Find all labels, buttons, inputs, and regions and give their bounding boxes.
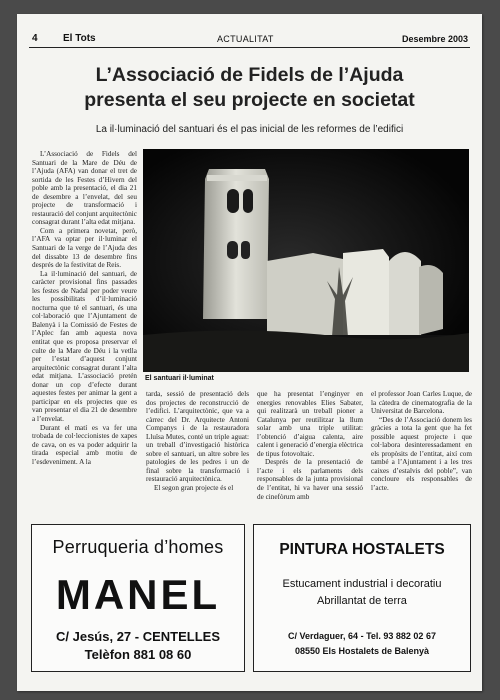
paragraph: que ha presentat l’enginyer en energies renovables Elies Sabater, qui realitzarà un treball pioner a Catalunya per reutilitzar la llum solar amb una triple utilitat: l’obtenció d’aigua calenta, aire calent i generació d’energia elèctrica de tipus fotovoltaic. bbox=[257, 390, 363, 458]
ad-business-name: MANEL bbox=[55, 571, 221, 618]
advertisement-manel bbox=[31, 524, 245, 672]
article-headline bbox=[17, 63, 482, 113]
article-column-3 bbox=[257, 390, 363, 508]
photo-caption: El santuari il·luminat bbox=[145, 375, 214, 382]
publication-name: El Tots bbox=[63, 33, 96, 44]
page-header bbox=[17, 14, 482, 44]
article-column-4 bbox=[371, 390, 472, 508]
paragraph: El segon gran projecte és el bbox=[154, 484, 234, 493]
ad-business-type: Perruqueria d’homes bbox=[52, 537, 224, 557]
newspaper-page bbox=[17, 14, 482, 691]
ad-service-2: Abrillantat de terra bbox=[317, 595, 407, 607]
ad-address: C/ Jesús, 27 - CENTELLES bbox=[56, 629, 220, 644]
ad-phone: Telèfon 881 08 60 bbox=[84, 647, 192, 662]
paragraph: “Des de l’Associació donem les gràcies a tota la gent que ha fet possible aquest projecte i que col·labora desinteressadament en els propòsits de l’entitat, així com també a l’Ajuntament i a les tres caixes d’estalvis del poble”, van concloure els responsables de l’acte. bbox=[371, 415, 472, 493]
ad-city: 08550 Els Hostalets de Balenyà bbox=[294, 646, 430, 656]
paragraph: Com a primera novetat, però, l’AFA va optar per il·luminar el Santuari de la verge de l’Ajuda des del dissabte 13 de desembre fins després de la festivitat de Reis. bbox=[32, 226, 137, 270]
paragraph: Durant el matí es va fer una trobada de col·leccionistes de xapes de cava, on es va poder adquirir la tirada especial amb motiu de l’esdeveniment. A la bbox=[32, 423, 137, 466]
headline-line-1: L’Associació de Fidels de l’Ajuda bbox=[95, 64, 404, 86]
issue-date: Desembre 2003 bbox=[401, 34, 468, 44]
article-column-1 bbox=[32, 150, 137, 506]
section-name: ACTUALITAT bbox=[217, 34, 274, 44]
illuminated-sanctuary-image bbox=[143, 149, 469, 372]
paragraph: Després de la presentació de l’acte i els parlaments dels responsables de la junta provisional de l’entitat, hi va haver una sessió de cinefòrum amb bbox=[257, 458, 363, 501]
paragraph: tarda, sessió de presentació dels dos projectes de reconstrucció de l’edifici. L’arquitectònic, que va a càrrec del Dr. Arquitecte Antoni Companys i de la restauradora Lluïsa Mutes, conté un triple aguat: un treball d’investigació històrica sobre el santuari, un altre sobre les patologies de les pedres i un de final sobre la transformació i restauració arquitectònica. bbox=[146, 390, 249, 484]
ad-address: C/ Verdaguer, 64 - Tel. 93 882 02 67 bbox=[288, 631, 436, 641]
header-rule bbox=[29, 47, 470, 48]
paragraph: La il·luminació del santuari, de caràcter provisional fins passades les festes de Nadal per poder veure les possibilitats d’il·luminació nocturna que té el santuari, és una col·laboració que l’Ajuntament de Balenyà i la Comissió de Festes de l’Aplec fan amb aquesta nova entitat que es proposa preservar el culte de la Mare de Déu i la vetlla per l’estat d’aquest conjunt arquitectònic consagrat durant l’alta edat mitjana. L’associació pretén donar un cop d’efecte durant aquestes festes per animar la gent a participar en els projectes que es van presentar el dia 21 de desembre a l’envelat. bbox=[32, 269, 137, 423]
advertisement-pintura-hostalets bbox=[253, 524, 471, 672]
santuari-photo bbox=[143, 149, 469, 372]
headline-line-2: presenta el seu projecte en societat bbox=[84, 89, 415, 111]
ad-service-1: Estucament industrial i decoratiu bbox=[282, 578, 442, 590]
article-column-2 bbox=[146, 390, 249, 508]
paragraph: L’Associació de Fidels del Santuari de la Mare de Déu de l’Ajuda (AFA) van donar el tret de sortida de les Festes d’Hivern del poble amb la presentació, el dia 21 de desembre a l’envelat, del seu projecte de transformació i restauració del conjunt arquitectònic consagrat durant l’alta edat mitjana. bbox=[32, 150, 137, 227]
page-number: 4 bbox=[32, 33, 38, 44]
article-subheadline: La il·luminació del santuari és el pas inicial de les reformes de l’edifici bbox=[95, 124, 404, 135]
ad-business-name: PINTURA HOSTALETS bbox=[279, 541, 445, 558]
paragraph: el professor Joan Carles Luque, de la càtedra de cinematografia de la Universitat de Barcelona. bbox=[371, 390, 472, 416]
